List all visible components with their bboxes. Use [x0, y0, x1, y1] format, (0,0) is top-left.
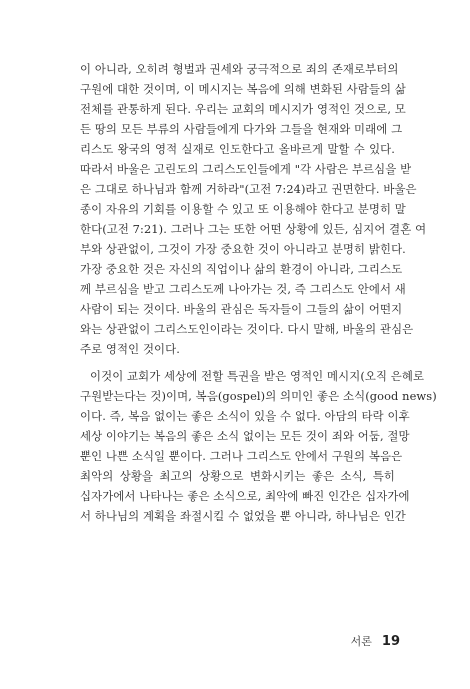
text-line: 든 땅의 모든 부류의 사람들에게 다가와 그들을 현재와 미래에 그	[80, 122, 403, 136]
page-footer	[351, 633, 400, 649]
text-line: 십자가에서 나타나는 좋은 소식으로, 최악에 빠진 인간은 십자가에	[80, 489, 410, 503]
text-line: 전체를 관통하게 된다. 우리는 교회의 메시지가 영적인 것으로, 모	[80, 102, 406, 116]
page-number: 19	[381, 634, 400, 649]
text-line: 리스도 왕국의 영적 실재로 인도한다고 올바르게 말할 수 있다.	[80, 142, 395, 156]
text-line: 한다(고전 7:21). 그러나 그는 또한 어떤 상황에 있든, 심지어 결혼 여	[80, 222, 427, 236]
text-line: 이다. 즉, 복음 없이는 좋은 소식이 있을 수 없다. 아담의 타락 이후	[80, 409, 410, 423]
text-line: 와는 상관없이 그리스도인이라는 것이다. 다시 말해, 바울의 관심은	[80, 322, 414, 336]
text-line: 구원에 대한 것이며, 이 메시지는 복음에 의해 변화된 사람들의 삶	[80, 82, 406, 96]
text-line: 세상 이야기는 복음의 좋은 소식 없이는 모든 것이 죄와 어둠, 절망	[80, 429, 410, 443]
text-line: 따라서 바울은 고린도의 그리스도인들에게 "각 사람은 부르심을 받	[80, 162, 412, 176]
text-line: 뿐인 나쁜 소식일 뿐이다. 그러나 그리스도 안에서 구원의 복음은	[80, 449, 403, 463]
text-line: 이 아니라, 오히려 형벌과 권세와 궁극적으로 죄의 존재로부터의	[80, 62, 399, 76]
text-line: 주로 영적인 것이다.	[80, 342, 180, 356]
text-line: 이것이 교회가 세상에 전할 특권을 받은 영적인 메시지(오직 은혜로	[90, 369, 425, 383]
text-line: 서 하나님의 계획을 좌절시킬 수 없었을 뿐 아니라, 하나님은 인간	[80, 509, 406, 523]
text-line: 구원받는다는 것)이며, 복음(gospel)의 의미인 좋은 소식(good news)	[80, 389, 437, 403]
text-line: 최악의 상황을 최고의 상황으로 변화시키는 좋은 소식, 특히	[80, 469, 395, 483]
text-line: 가장 중요한 것은 자신의 직업이나 삶의 환경이 아니라, 그리스도	[80, 262, 403, 276]
section-title: 서론	[350, 635, 372, 648]
text-line: 은 그대로 하나님과 함께 거하라"(고전 7:24)라고 권면한다. 바울은	[80, 182, 417, 196]
text-line: 사람이 되는 것이다. 바울의 관심은 독자들이 그들의 삶이 어떤지	[80, 302, 403, 316]
text-line: 부와 상관없이, 그것이 가장 중요한 것이 아니라고 분명히 밝힌다.	[80, 242, 406, 256]
text-line: 종이 자유의 기회를 이용할 수 있고 또 이용해야 한다고 분명히 말	[80, 202, 406, 216]
text-line: 께 부르심을 받고 그리스도께 나아가는 것, 즉 그리스도 안에서 새	[80, 282, 406, 296]
